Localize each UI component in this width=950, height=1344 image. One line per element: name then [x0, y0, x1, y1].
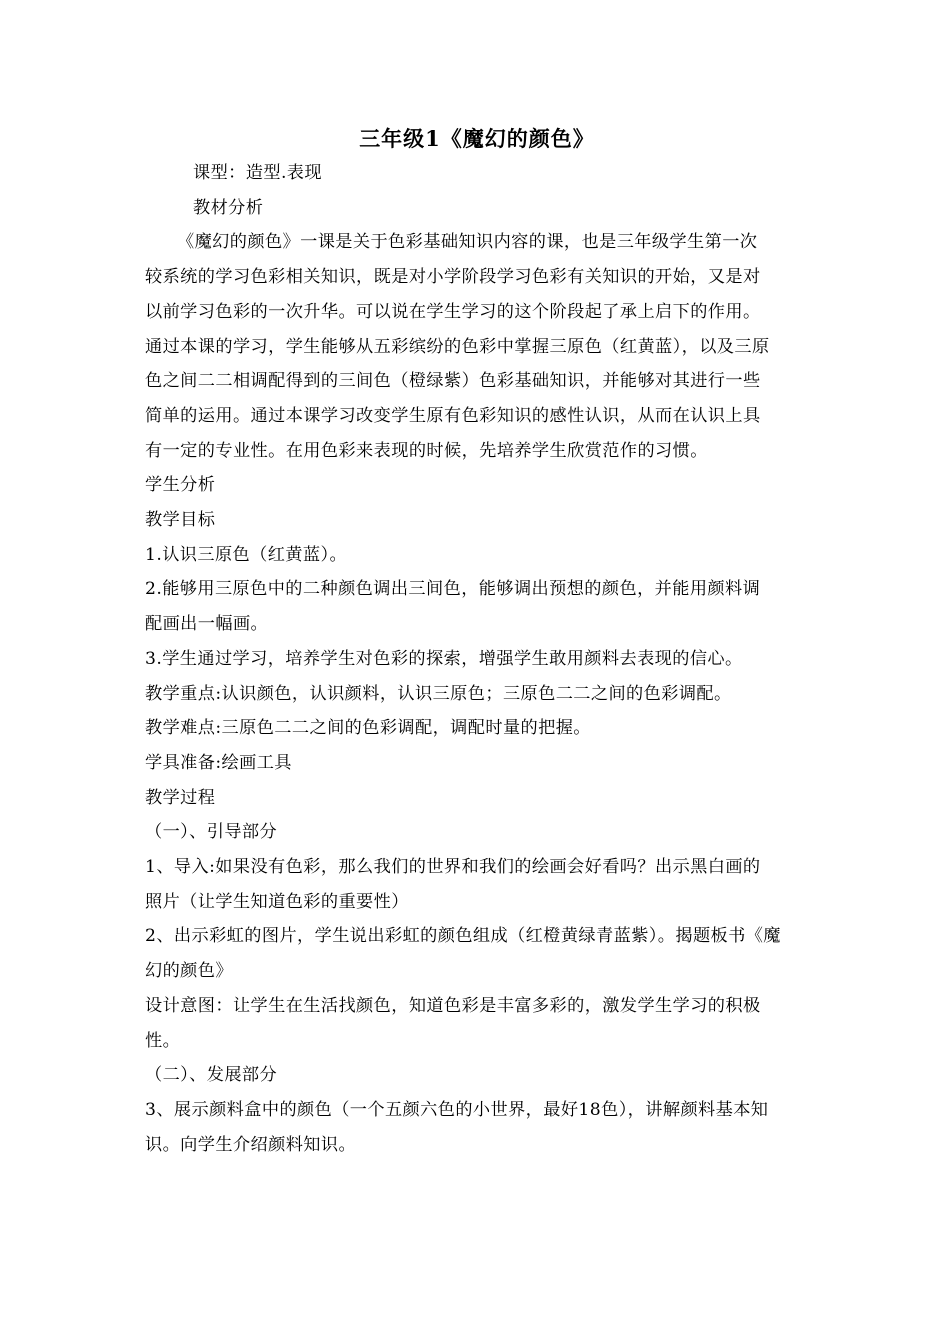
material-analysis-line: 较系统的学习色彩相关知识，既是对小学阶段学习色彩有关知识的开始，又是对: [145, 267, 761, 288]
step-1-line: 1、导入:如果没有色彩，那么我们的世界和我们的绘画会好看吗？出示黑白画的: [145, 857, 761, 878]
tools: 学具准备:绘画工具: [145, 752, 292, 773]
course-type: 课型：造型.表现: [193, 163, 322, 183]
student-analysis-heading: 学生分析: [145, 475, 216, 496]
step-2-line: 幻的颜色》: [145, 961, 233, 982]
step-3-line: 3、展示颜料盒中的颜色（一个五颜六色的小世界，最好18色），讲解颜料基本知: [145, 1099, 769, 1120]
document-title: 三年级1《魔幻的颜色》: [359, 126, 595, 151]
material-analysis-line: 有一定的专业性。在用色彩来表现的时候，先培养学生欣赏范作的习惯。: [145, 440, 708, 461]
goal-3: 3.学生通过学习，培养学生对色彩的探索，增强学生敢用颜料去表现的信心。: [145, 648, 743, 669]
document-page: [145, 124, 809, 1162]
key-points: 教学重点:认识颜色，认识颜料，认识三原色；三原色二二之间的色彩调配。: [145, 683, 732, 704]
difficulties: 教学难点:三原色二二之间的色彩调配，调配时量的把握。: [145, 718, 591, 739]
design-intent-line: 设计意图：让学生在生活找颜色，知道色彩是丰富多彩的，激发学生学习的积极: [145, 995, 761, 1016]
part-1-heading: （一）、引导部分: [145, 822, 278, 843]
material-analysis-line: 《魔幻的颜色》一课是关于色彩基础知识内容的课，也是三年级学生第一次: [177, 232, 758, 253]
step-1-line: 照片（让学生知道色彩的重要性）: [145, 891, 409, 912]
goal-1: 1.认识三原色（红黄蓝）。: [145, 544, 348, 565]
material-analysis-line: 通过本课的学习，学生能够从五彩缤纷的色彩中掌握三原色（红黄蓝），以及三原: [145, 336, 770, 357]
material-analysis-heading: 教材分析: [193, 197, 264, 218]
material-analysis-line: 色之间二二相调配得到的三间色（橙绿紫）色彩基础知识，并能够对其进行一些: [145, 371, 761, 392]
part-2-heading: （二）、发展部分: [145, 1065, 278, 1086]
goal-2-line: 2.能够用三原色中的二种颜色调出三间色，能够调出预想的颜色，并能用颜料调: [145, 579, 761, 600]
material-analysis-line: 以前学习色彩的一次升华。可以说在学生学习的这个阶段起了承上启下的作用。: [145, 301, 761, 322]
step-2-line: 2、出示彩虹的图片，学生说出彩虹的颜色组成（红橙黄绿青蓝紫）。揭题板书《魔: [145, 926, 781, 947]
teaching-goals-heading: 教学目标: [145, 510, 216, 531]
goal-2-line: 配画出一幅画。: [145, 614, 269, 635]
material-analysis-line: 简单的运用。通过本课学习改变学生原有色彩知识的感性认识，从而在认识上具: [145, 405, 761, 426]
process-heading: 教学过程: [145, 787, 216, 808]
design-intent-line: 性。: [145, 1030, 181, 1051]
step-3-line: 识。向学生介绍颜料知识。: [145, 1134, 357, 1155]
